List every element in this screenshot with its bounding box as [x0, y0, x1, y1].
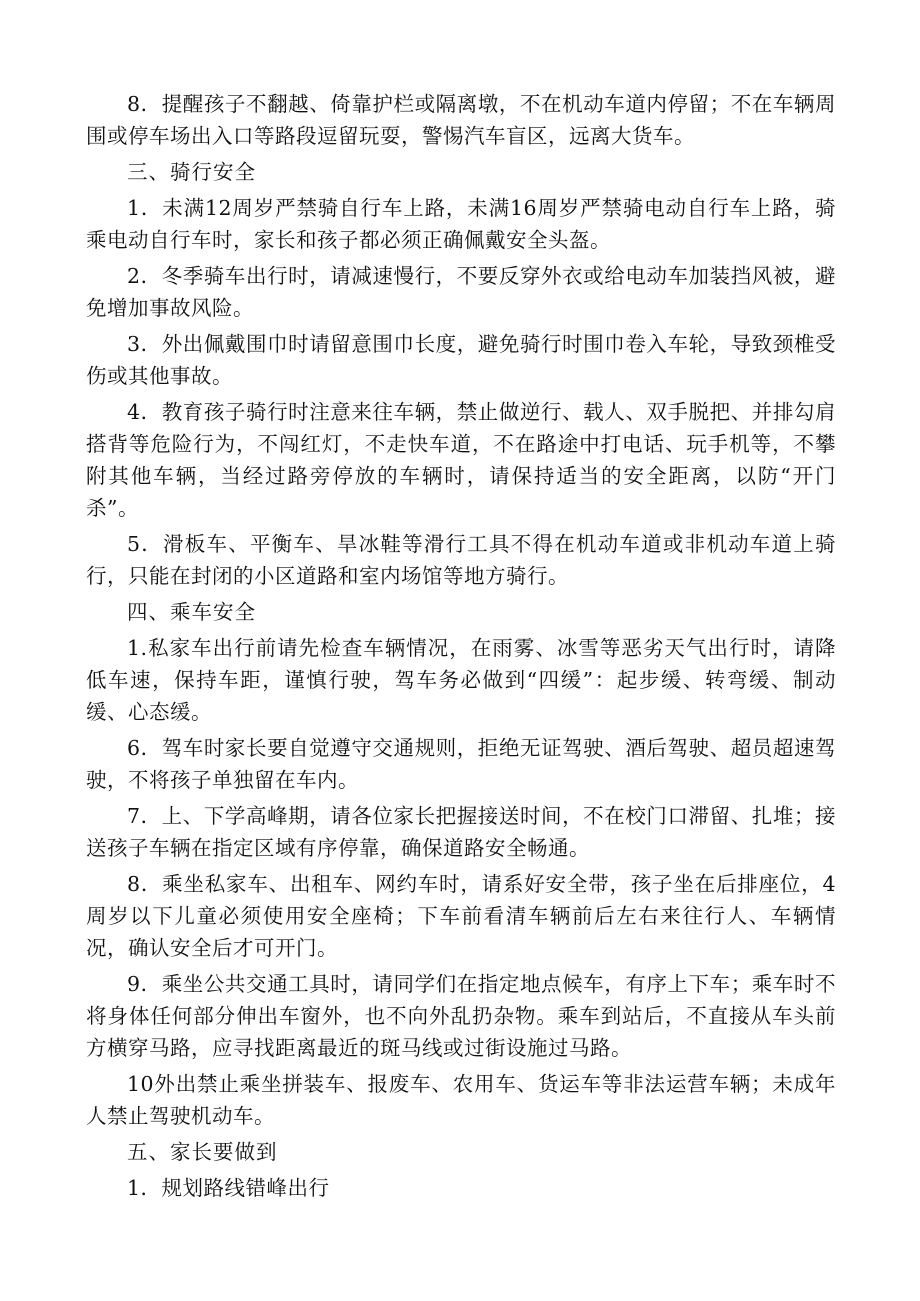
paragraph-scarf-length: 3．外出佩戴围巾时请留意围巾长度，避免骑行时围巾卷入车轮，导致颈椎受伤或其他事故。 — [86, 332, 836, 388]
paragraph-school-peak-hours: 7．上、下学高峰期，请各位家长把握接送时间，不在校门口滞留、扎堆；接送孩子车辆在指定区域有序停靠，确保道路安全畅通。 — [86, 804, 836, 860]
paragraph-private-car-check: 1.私家车出行前请先检查车辆情况，在雨雾、冰雪等恶劣天气出行时，请降低车速，保持车距，谨慎行驶，驾车务必做到“四缓”：起步缓、转弯缓、制动缓、心态缓。 — [86, 636, 836, 724]
paragraph-plan-route: 1．规划路线错峰出行 — [127, 1176, 330, 1200]
section-heading-cycling-safety: 三、骑行安全 — [127, 160, 256, 184]
paragraph-sliding-tools: 5．滑板车、平衡车、旱冰鞋等滑行工具不得在机动车道或非机动车道上骑行，只能在封闭的小区道路和室内场馆等地方骑行。 — [86, 532, 836, 588]
section-heading-ride-safety: 四、乘车安全 — [127, 600, 256, 624]
paragraph-obey-traffic-rules: 6．驾车时家长要自觉遵守交通规则，拒绝无证驾驶、酒后驾驶、超员超速驾驶，不将孩子单独留在车内。 — [86, 736, 836, 792]
paragraph-winter-cycling: 2．冬季骑车出行时，请减速慢行，不要反穿外衣或给电动车加装挡风被，避免增加事故风险。 — [86, 264, 836, 320]
paragraph-seat-belt: 8．乘坐私家车、出租车、网约车时，请系好安全带，孩子坐在后排座位，4周岁以下儿童必须使用安全座椅；下车前看清车辆前后左右来往行人、车辆情况，确认安全后才可开门。 — [86, 872, 836, 960]
paragraph-public-transport: 9．乘坐公共交通工具时，请同学们在指定地点候车，有序上下车；乘车时不将身体任何部分伸出车窗外，也不向外乱扔杂物。乘车到站后，不直接从车头前方横穿马路，应寻找距离最近的斑马线或过街设施过马路。 — [86, 972, 836, 1060]
document-body — [86, 88, 836, 1208]
paragraph-avoid-trucks: 8．提醒孩子不翻越、倚靠护栏或隔离墩，不在机动车道内停留；不在车辆周围或停车场出入口等路段逗留玩耍，警惕汽车盲区，远离大货车。 — [86, 92, 836, 148]
section-heading-parents-duties: 五、家长要做到 — [127, 1140, 278, 1164]
paragraph-cycling-age-limit: 1．未满12周岁严禁骑自行车上路，未满16周岁严禁骑电动自行车上路，骑乘电动自行车时，家长和孩子都必须正确佩戴安全头盔。 — [86, 196, 836, 252]
paragraph-riding-behavior: 4．教育孩子骑行时注意来往车辆，禁止做逆行、载人、双手脱把、并排勾肩搭背等危险行为，不闯红灯，不走快车道，不在路途中打电话、玩手机等，不攀附其他车辆，当经过路旁停放的车辆时，请保持适当的安全距离，以防“开门杀”。 — [86, 400, 836, 520]
paragraph-illegal-vehicles: 10外出禁止乘坐拼装车、报废车、农用车、货运车等非法运营车辆；未成年人禁止驾驶机动车。 — [86, 1072, 836, 1128]
